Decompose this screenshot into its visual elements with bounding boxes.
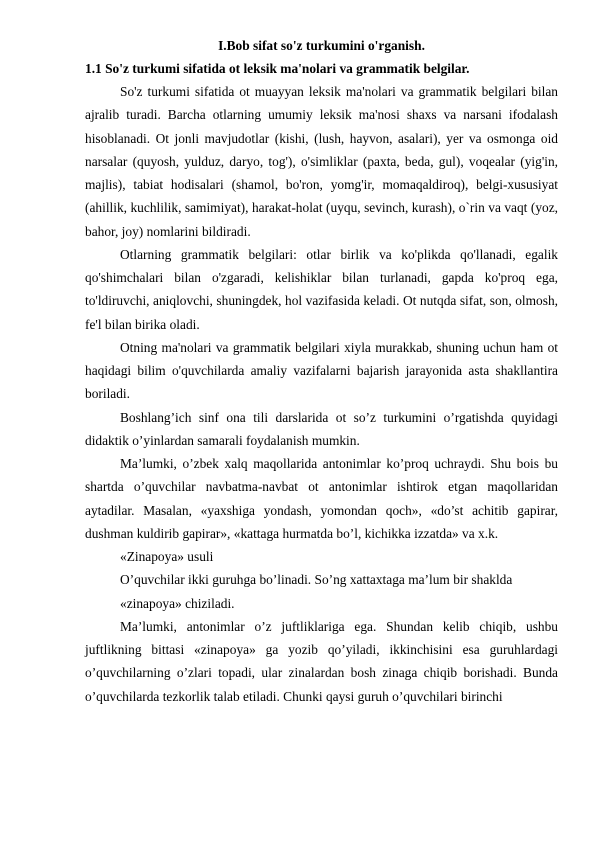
paragraph: Ma’lumki, antonimlar o’z juftliklariga ega. Shundan kelib chiqib, ushbu juftlikning bittasi «zinapoya» ga yozib qo’yiladi, ikkinchisini esa guruhlardagi o’quvchilarning o’zlari topadi, ular zinalardan bosh zinaga chiqib borishadi. Bunda o’quvchilarda tezkorlik talab etiladi. Chunki qaysi guruh o’quvchilari birinchi	[85, 618, 558, 704]
text-line: «zinapoya» chiziladi.	[120, 595, 235, 611]
paragraph: Ma’lumki, o’zbek xalq maqollarida antonimlar ko’proq uchraydi. Shu bois bu shartda o’quvchilar navbatma-navbat ot antonimlar ishtirok etgan maqollaridan aytadilar. Masalan, «yaxshiga yondash, yomondan qoch», «do’st achitib gapirar, dushman kuldirib gapirar», «kattaga hurmatda bo’l, kichikka izzatda» va x.k.	[85, 456, 558, 541]
paragraph: So'z turkumi sifatida ot muayyan leksik ma'nolari va grammatik belgilari bilan ajralib turadi. Barcha otlarning umumiy leksik ma'nosi shaxs va narsani ifodalash hisoblanadi. Ot jonli mavjudotlar (kishi, (lush, hayvon, asalari), yer va osmonga oid narsalar (quyosh, yulduz, daryo, tog'), o'simliklar (paxta, beda, gul), voqealar (yig'in, majlis), tabiat hodisalari (shamol, bo'ron, yomg'ir, momaqaldiroq), belgi-xususiyat (ahillik, kuchlilik, samimiyat), harakat-holat (uyqu, sevinch, kurash), o`rin va vaqt (yoz, bahor, joy) nomlarini bildiradi.	[85, 84, 558, 239]
section-title: 1.1 So'z turkumi sifatida ot leksik ma'nolari va grammatik belgilar.	[85, 61, 470, 76]
paragraph: Boshlang’ich sinf ona tili darslarida ot so’z turkumini o’rgatishda quyidagi didaktik o’yinlardan samarali foydalanish mumkin.	[85, 409, 558, 448]
paragraph: Otning ma'nolari va grammatik belgilari xiyla murakkab, shuning uchun ham ot haqidagi bilim o'quvchilarda amaliy vazifalarni bajarish jarayonida asta shakllantira boriladi.	[85, 339, 558, 402]
method-heading: «Zinapoya» usuli	[120, 549, 214, 564]
chapter-title: I.Bob sifat so'z turkumini o'rganish.	[218, 38, 425, 53]
text-line: O’quvchilar ikki guruhga bo’linadi. So’ng xattaxtaga ma’lum bir shaklda	[120, 572, 513, 588]
paragraph: Otlarning grammatik belgilari: otlar birlik va ko'plikda qo'llanadi, egalik qo'shimchalari bilan o'zgaradi, kelishiklar bilan turlanadi, gapda ko'proq ega, to'ldiruvchi, aniqlovchi, shuningdek, hol vazifasida keladi. Ot nutqda sifat, son, olmosh, fe'l bilan birika oladi.	[85, 246, 558, 332]
document-page	[85, 34, 558, 708]
